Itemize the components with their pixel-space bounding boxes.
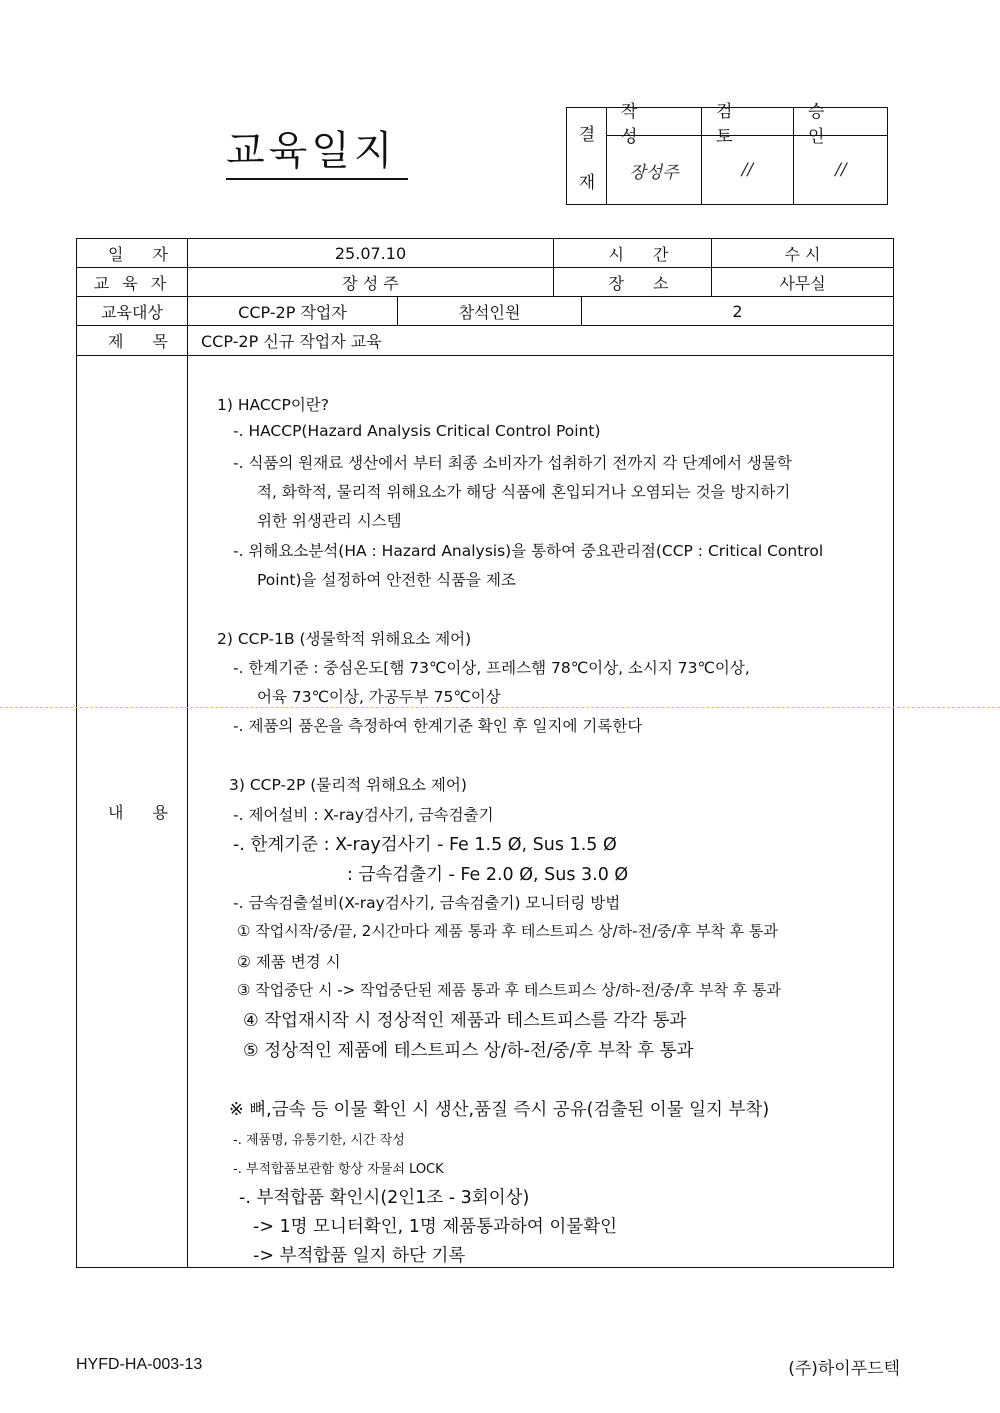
content-line: 3) CCP-2P (물리적 위해요소 제어) xyxy=(229,776,467,794)
content-line: ※ 뼈,금속 등 이물 확인 시 생산,품질 즉시 공유(검출된 이물 일지 부착) xyxy=(229,1100,770,1120)
content-line: ⑤ 정상적인 제품에 테스트피스 상/하-전/중/후 부착 후 통과 xyxy=(243,1041,694,1061)
approval-signature-approve: // xyxy=(835,160,847,180)
content-line: -. 금속검출설비(X-ray검사기, 금속검출기) 모니터링 방법 xyxy=(233,894,621,912)
content-line: -. 위해요소분석(HA : Hazard Analysis)을 통하여 중요관리점(CCP : Critical Control xyxy=(233,542,824,560)
educator-value: 장 성 주 xyxy=(342,273,399,293)
subject-label: 제 목 xyxy=(108,332,180,351)
approval-box xyxy=(566,101,888,205)
content-label: 내 용 xyxy=(108,802,180,822)
content-line: -> 부적합품 일지 하단 기록 xyxy=(253,1246,466,1266)
approval-signature-author: 장성주 xyxy=(629,162,679,183)
subject-value: CCP-2P 신규 작업자 교육 xyxy=(201,332,382,351)
content-line: ② 제품 변경 시 xyxy=(237,953,341,971)
approval-header-approve: 승 인 xyxy=(808,101,839,147)
content-line: ③ 작업중단 시 -> 작업중단된 제품 통과 후 테스트피스 상/하-전/중/후 부착 후 통과 xyxy=(237,981,781,999)
date-label: 일 자 xyxy=(108,244,180,264)
content-line: ④ 작업재시작 시 정상적인 제품과 테스트피스를 각각 통과 xyxy=(243,1011,687,1031)
date-value: 25.07.10 xyxy=(334,243,407,263)
content-line: -> 1명 모니터확인, 1명 제품통과하여 이물확인 xyxy=(253,1217,618,1237)
target-label: 교육대상 xyxy=(101,302,163,322)
attendees-value: 2 xyxy=(732,301,743,321)
content-line: ① 작업시작/중/끝, 2시간마다 제품 통과 후 테스트피스 상/하-전/중/후 부착 후 통과 xyxy=(237,922,778,940)
content-line: 1) HACCP이란? xyxy=(217,396,329,414)
content-line: : 금속검출기 - Fe 2.0 Ø, Sus 3.0 Ø xyxy=(347,865,629,885)
approval-side-label-top: 결 xyxy=(578,124,596,145)
content-line: -. HACCP(Hazard Analysis Critical Control Point) xyxy=(233,422,601,440)
time-label: 시 간 xyxy=(608,244,681,264)
attendees-label: 참석인원 xyxy=(458,302,521,322)
content-line: -. 부적합품보관함 항상 자물쇠 LOCK xyxy=(233,1162,444,1177)
document-title: 교육일지 xyxy=(226,128,408,180)
content-line: -. 제품의 품온을 측정하여 한계기준 확인 후 일지에 기록한다 xyxy=(233,717,643,735)
time-value: 수 시 xyxy=(784,244,821,264)
content-line: 적, 화학적, 물리적 위해요소가 해당 식품에 혼입되거나 오염되는 것을 방지하기 xyxy=(257,483,791,501)
approval-side-label-bottom: 재 xyxy=(578,172,596,193)
content-line: -. 부적합품 확인시(2인1조 - 3회이상) xyxy=(239,1188,530,1208)
approval-header-author: 작 성 xyxy=(621,101,652,147)
scan-artifact-line xyxy=(0,707,1000,708)
education-log-table xyxy=(76,238,894,1268)
content-line: -. 제품명, 유통기한, 시간 작성 xyxy=(233,1133,405,1148)
content-line: -. 식품의 원재료 생산에서 부터 최종 소비자가 섭취하기 전까지 각 단계에서 생물학 xyxy=(233,454,792,472)
content-line: 위한 위생관리 시스템 xyxy=(257,512,402,530)
content-line: Point)을 설정하여 안전한 식품을 제조 xyxy=(257,571,516,589)
place-label: 장 소 xyxy=(608,273,681,293)
document-code: HYFD-HA-003-13 xyxy=(76,1356,203,1373)
content-line: 어육 73℃이상, 가공두부 75℃이상 xyxy=(257,688,501,706)
place-value: 사무실 xyxy=(779,273,826,293)
content-line: -. 한계기준 : 중심온도[햄 73℃이상, 프레스햄 78℃이상, 소시지 73℃이상, xyxy=(233,659,750,677)
content-line: 2) CCP-1B (생물학적 위해요소 제어) xyxy=(217,630,472,648)
approval-signature-review: // xyxy=(741,160,754,180)
company-name: (주)하이푸드텍 xyxy=(788,1359,900,1379)
content-line: -. 한계기준 : X-ray검사기 - Fe 1.5 Ø, Sus 1.5 Ø xyxy=(233,835,617,855)
approval-header-review: 검 토 xyxy=(716,101,747,147)
target-value: CCP-2P 작업자 xyxy=(238,302,347,322)
educator-label: 교 육 자 xyxy=(93,273,171,293)
content-line: -. 제어설비 : X-ray검사기, 금속검출기 xyxy=(233,806,494,824)
